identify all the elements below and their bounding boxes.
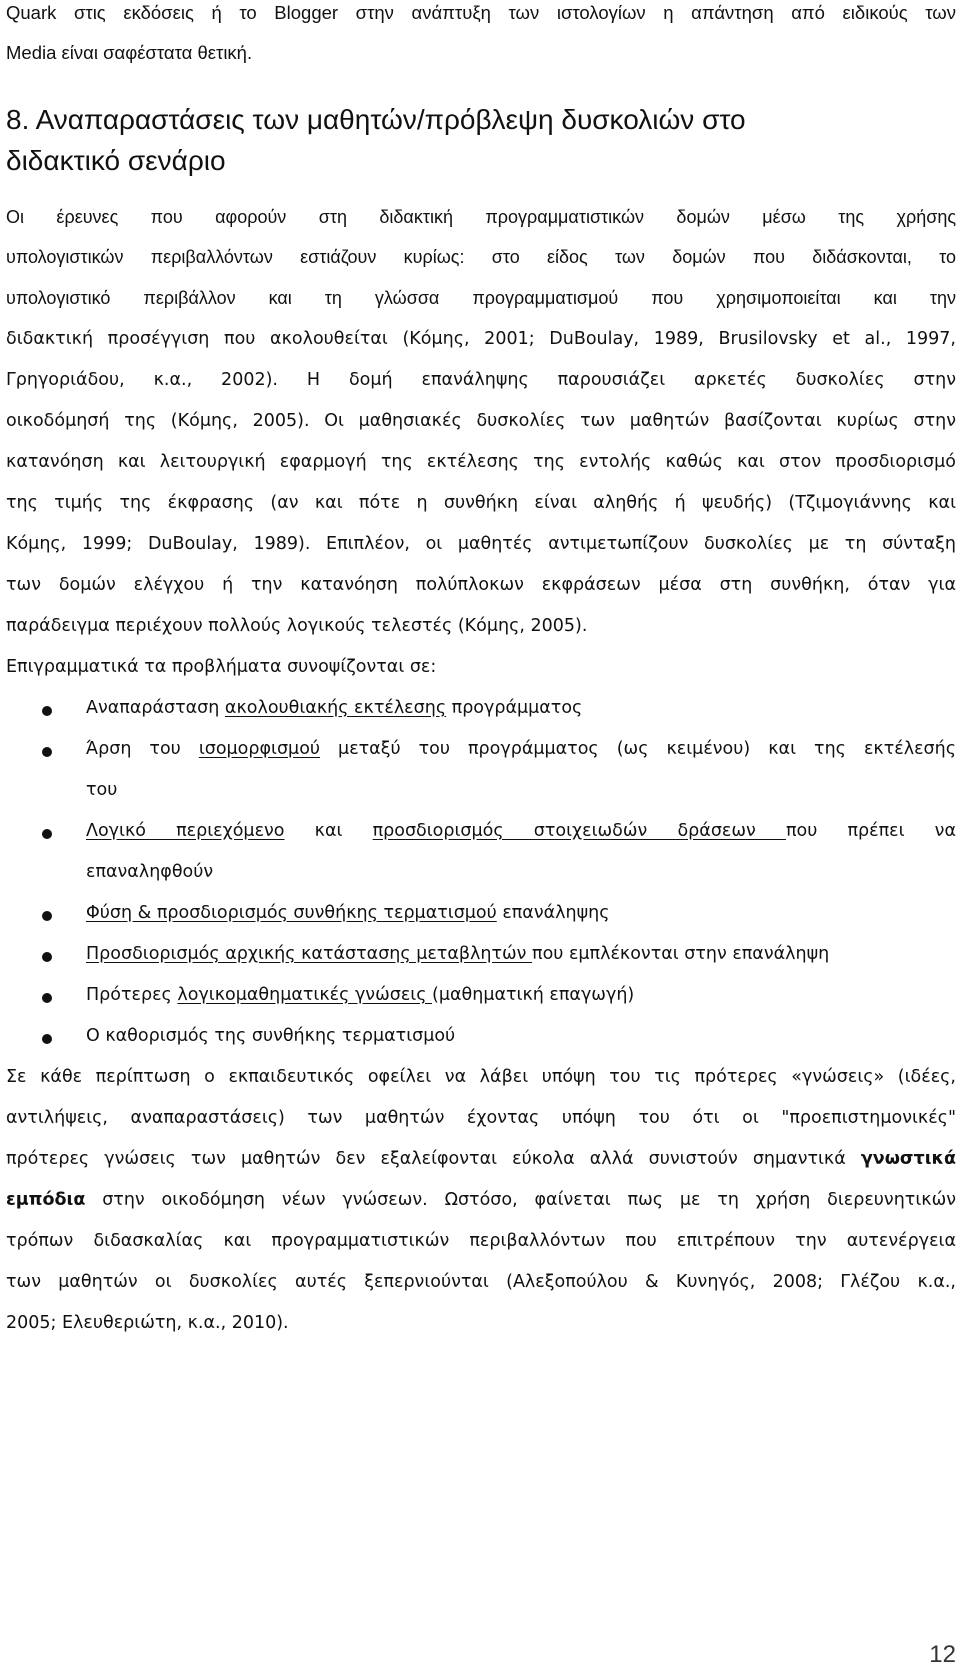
- paragraph-line: 2005; Ελευθεριώτη, κ.α., 2010).: [6, 1313, 289, 1333]
- paragraph-text: στην οικοδόμηση νέων γνώσεων. Ωστόσο, φαίνεται πως με τη χρήση διερευνητικών: [85, 1190, 956, 1210]
- section-heading: διδακτικό σενάριο: [6, 145, 226, 176]
- paragraph-line: οικοδόμησή της (Κόμης, 2005). Οι μαθησιακές δυσκολίες των μαθητών βασίζονται κυρίως στην: [6, 411, 956, 431]
- bullet-underlined-text: λογικομαθηματικές γνώσεις: [177, 985, 433, 1005]
- bullet-text: που πρέπει να: [785, 821, 956, 841]
- bullet-text: επανάληψης: [496, 903, 610, 923]
- bullet-text: Αναπαράσταση: [86, 698, 225, 718]
- bold-term: γνωστικά: [860, 1149, 956, 1169]
- bullet-icon: [42, 829, 52, 839]
- paragraph-line: των μαθητών οι δυσκολίες αυτές ξεπερνιούνται (Αλεξοπούλου & Κυνηγός, 2008; Γλέζου κ.α.,: [6, 1272, 956, 1292]
- paragraph-line: διδακτική προσέγγιση που ακολουθείται (Κόμης, 2001; DuBoulay, 1989, Brusilovsky et al., 1997,: [6, 329, 956, 349]
- intro-line: Quark στις εκδόσεις ή το Blogger στην ανάπτυξη των ιστολογίων η απάντηση από ειδικούς των: [6, 2, 956, 23]
- paragraph-line: αντιλήψεις, αναπαραστάσεις) των μαθητών έχοντας υπόψη του ότι οι "προεπιστημονικές": [6, 1108, 956, 1128]
- paragraph-line: [6, 1190, 956, 1210]
- bullet-underlined-text: Φύση & προσδιορισμός συνθήκης τερματισμού: [86, 903, 497, 923]
- bullet-item: [86, 903, 956, 923]
- bullet-text: Πρότερες: [86, 985, 178, 1005]
- section-heading: 8. Αναπαραστάσεις των μαθητών/πρόβλεψη δυσκολιών στο: [6, 104, 746, 135]
- bullet-icon: [42, 706, 52, 716]
- paragraph-line: υπολογιστικό περιβάλλον και τη γλώσσα προγραμματισμού που χρησιμοποιείται και την: [6, 288, 956, 308]
- bullet-text: (μαθηματική επαγωγή): [432, 985, 635, 1005]
- bullet-text: μεταξύ του προγράμματος (ως κειμένου) και της εκτέλεσής: [320, 739, 956, 759]
- bullet-underlined-text: προσδιορισμός στοιχειωδών δράσεων: [372, 821, 786, 841]
- paragraph-line: της τιμής της έκφρασης (αν και πότε η συνθήκη είναι αληθής ή ψευδής) (Τζιμογιάννης και: [6, 493, 956, 513]
- bullet-item: [86, 985, 956, 1005]
- bullet-text: προγράμματος: [446, 698, 583, 718]
- paragraph-text: πρότερες γνώσεις των μαθητών δεν εξαλείφονται εύκολα αλλά συνιστούν σημαντικά: [6, 1149, 861, 1169]
- bullet-icon: [42, 993, 52, 1003]
- bullet-item: [86, 821, 956, 841]
- bullet-text: και: [284, 821, 373, 841]
- paragraph-line: Οι έρευνες που αφορούν στη διδακτική προγραμματιστικών δομών μέσω της χρήσης: [6, 207, 956, 227]
- bullet-icon: [42, 1034, 52, 1044]
- paragraph-line: τρόπων διδασκαλίας και προγραμματιστικών περιβαλλόντων που επιτρέπουν την αυτενέργεια: [6, 1231, 956, 1251]
- paragraph-line: παράδειγμα περιέχουν πολλούς λογικούς τελεστές (Κόμης, 2005).: [6, 616, 588, 636]
- paragraph-line: κατανόηση και λειτουργική εφαρμογή της εκτέλεσης της εντολής καθώς και στον προσδιορισμό: [6, 452, 956, 472]
- paragraph-line: Κόμης, 1999; DuBoulay, 1989). Επιπλέον, οι μαθητές αντιμετωπίζουν δυσκολίες με τη σύνταξη: [6, 534, 956, 554]
- bullet-item: [86, 739, 956, 759]
- bullet-underlined-text: Λογικό περιεχόμενο: [86, 821, 285, 841]
- bullet-underlined-text: ισομορφισμού: [198, 739, 321, 759]
- bullet-item: [86, 698, 956, 718]
- bullet-continuation: του: [86, 780, 118, 800]
- bold-term: εμπόδια: [6, 1190, 86, 1210]
- bullet-icon: [42, 747, 52, 757]
- page-number: 12: [929, 1641, 956, 1668]
- bullet-item: Ο καθορισμός της συνθήκης τερματισμού: [86, 1026, 456, 1046]
- paragraph-line: Σε κάθε περίπτωση ο εκπαιδευτικός οφείλει να λάβει υπόψη του τις πρότερες «γνώσεις» (ιδέες,: [6, 1067, 956, 1087]
- summary-intro: Επιγραμματικά τα προβλήματα συνοψίζονται σε:: [6, 657, 437, 677]
- bullet-icon: [42, 952, 52, 962]
- bullet-underlined-text: Προσδιορισμός αρχικής κατάστασης μεταβλητών: [86, 944, 533, 964]
- paragraph-line: [6, 1149, 956, 1169]
- paragraph-line: Γρηγοριάδου, κ.α., 2002). Η δομή επανάληψης παρουσιάζει αρκετές δυσκολίες στην: [6, 370, 956, 390]
- intro-line: Media είναι σαφέστατα θετική.: [6, 42, 253, 63]
- bullet-text: που εμπλέκονται στην επανάληψη: [532, 944, 830, 964]
- bullet-item: [86, 944, 956, 964]
- bullet-text: Άρση του: [86, 739, 199, 759]
- paragraph-line: των δομών ελέγχου ή την κατανόηση πολύπλοκων εκφράσεων μέσα στη συνθήκη, όταν για: [6, 575, 956, 595]
- bullet-underlined-text: ακολουθιακής εκτέλεσης: [224, 698, 447, 718]
- bullet-continuation: επαναληφθούν: [86, 862, 214, 882]
- paragraph-line: υπολογιστικών περιβαλλόντων εστιάζουν κυρίως: στο είδος των δομών που διδάσκονται, το: [6, 247, 956, 267]
- bullet-icon: [42, 911, 52, 921]
